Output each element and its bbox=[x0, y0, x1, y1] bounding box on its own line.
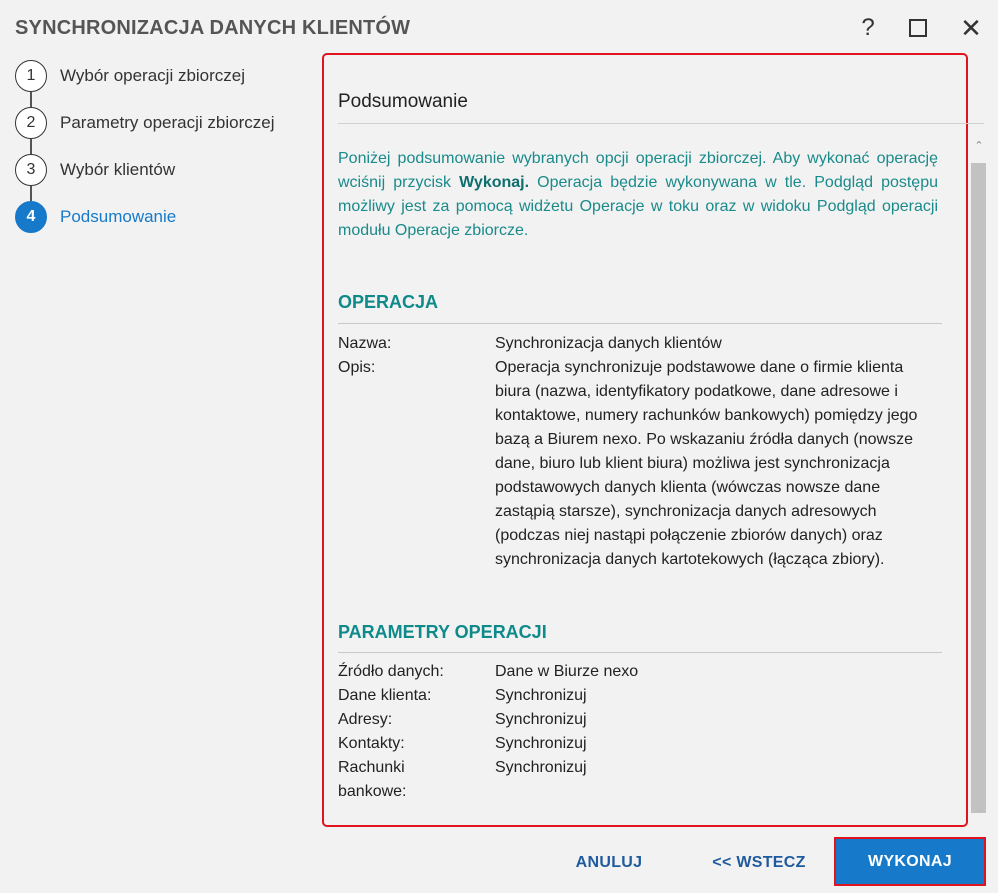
params-section-title: PARAMETRY OPERACJI bbox=[338, 622, 547, 642]
field-label: Opis: bbox=[338, 359, 376, 376]
field-label: Nazwa: bbox=[338, 335, 392, 352]
field-label: Dane klienta: bbox=[338, 687, 432, 704]
step-3[interactable] bbox=[15, 154, 175, 186]
field-value: Operacja synchronizuje podstawowe dane o firmie klienta biura (nazwa, identyfikatory podatkowe, dane adresowe i kontaktowe, numery rachunków bankowych) pomiędzy jego bazą a Biurem nexo. Po wskazaniu źródła danych (nowsze dane, biuro lub klient biura) możliwa jest synchronizacja podstawowych danych klienta (wówczas nowsze dane zastąpią starsze), synchronizacja danych adresowych (podczas niej nastąpi połączenie zbiorów danych) oraz synchronizacja danych kartotekowych (łącząca zbiory). bbox=[495, 359, 918, 568]
intro-bold-text: Wykonaj. bbox=[459, 174, 530, 191]
maximize-button[interactable] bbox=[902, 12, 934, 44]
step-label: Wybór klientów bbox=[60, 160, 176, 179]
close-icon: ✕ bbox=[960, 13, 982, 43]
field-label: Źródło danych: bbox=[338, 663, 444, 680]
maximize-icon bbox=[909, 19, 927, 37]
summary-header: Podsumowanie bbox=[338, 91, 468, 112]
summary-panel bbox=[322, 53, 984, 827]
step-number: 4 bbox=[15, 201, 47, 233]
step-4-active[interactable] bbox=[15, 201, 176, 233]
step-label: Parametry operacji zbiorczej bbox=[60, 113, 275, 132]
step-connector bbox=[30, 186, 32, 201]
cancel-button[interactable]: ANULUJ bbox=[575, 854, 643, 871]
summary-intro bbox=[338, 147, 938, 243]
field-value: Synchronizacja danych klientów bbox=[495, 335, 722, 352]
step-connector bbox=[30, 92, 32, 107]
step-number: 2 bbox=[15, 107, 47, 139]
intro-text: Operacja będzie wykonywana w tle. Podgląd postępu możliwy jest za pomocą widżetu Operacje w toku oraz w widoku Podgląd operacji modułu Operacje zbiorcze. bbox=[338, 174, 938, 239]
step-number: 3 bbox=[15, 154, 47, 186]
field-value: Synchronizuj bbox=[495, 759, 587, 776]
param-row bbox=[338, 708, 942, 732]
field-value: Dane w Biurze nexo bbox=[495, 663, 639, 680]
step-connector bbox=[30, 139, 32, 154]
operation-name-row bbox=[338, 332, 942, 356]
scroll-up-icon[interactable]: ⌃ bbox=[974, 140, 984, 152]
step-1[interactable] bbox=[15, 60, 245, 92]
step-number: 1 bbox=[15, 60, 47, 92]
step-label: Wybór operacji zbiorczej bbox=[60, 66, 246, 85]
vertical-scrollbar[interactable] bbox=[969, 135, 989, 825]
field-value: Synchronizuj bbox=[495, 735, 587, 752]
field-value: Synchronizuj bbox=[495, 687, 587, 704]
field-label: Rachunki bankowe: bbox=[338, 759, 407, 800]
param-row bbox=[338, 756, 942, 804]
step-2[interactable] bbox=[15, 107, 274, 139]
back-button[interactable]: << WSTECZ bbox=[712, 854, 806, 871]
section-divider bbox=[338, 652, 942, 653]
field-value: Synchronizuj bbox=[495, 711, 587, 728]
field-label: Kontakty: bbox=[338, 735, 405, 752]
run-button[interactable]: WYKONAJ bbox=[834, 837, 986, 886]
param-row bbox=[338, 660, 942, 684]
field-label: Adresy: bbox=[338, 711, 393, 728]
title-bar bbox=[0, 0, 998, 56]
step-label: Podsumowanie bbox=[60, 207, 177, 226]
close-button[interactable] bbox=[955, 12, 987, 44]
scroll-thumb[interactable] bbox=[971, 163, 986, 813]
window-title: SYNCHRONIZACJA DANYCH KLIENTÓW bbox=[15, 17, 411, 39]
scroll-down-icon[interactable]: ⌄ bbox=[974, 803, 984, 815]
help-icon: ? bbox=[861, 14, 875, 41]
operation-section-title: OPERACJA bbox=[338, 292, 439, 312]
intro-text: Poniżej podsumowanie wybranych opcji operacji zbiorczej. Aby wykonać operację wciśnij przycisk bbox=[338, 150, 938, 191]
section-divider bbox=[338, 323, 942, 324]
param-row bbox=[338, 684, 942, 708]
help-button[interactable] bbox=[852, 12, 884, 44]
param-row bbox=[338, 732, 942, 756]
header-divider bbox=[338, 123, 984, 124]
operation-description-row bbox=[338, 356, 942, 596]
